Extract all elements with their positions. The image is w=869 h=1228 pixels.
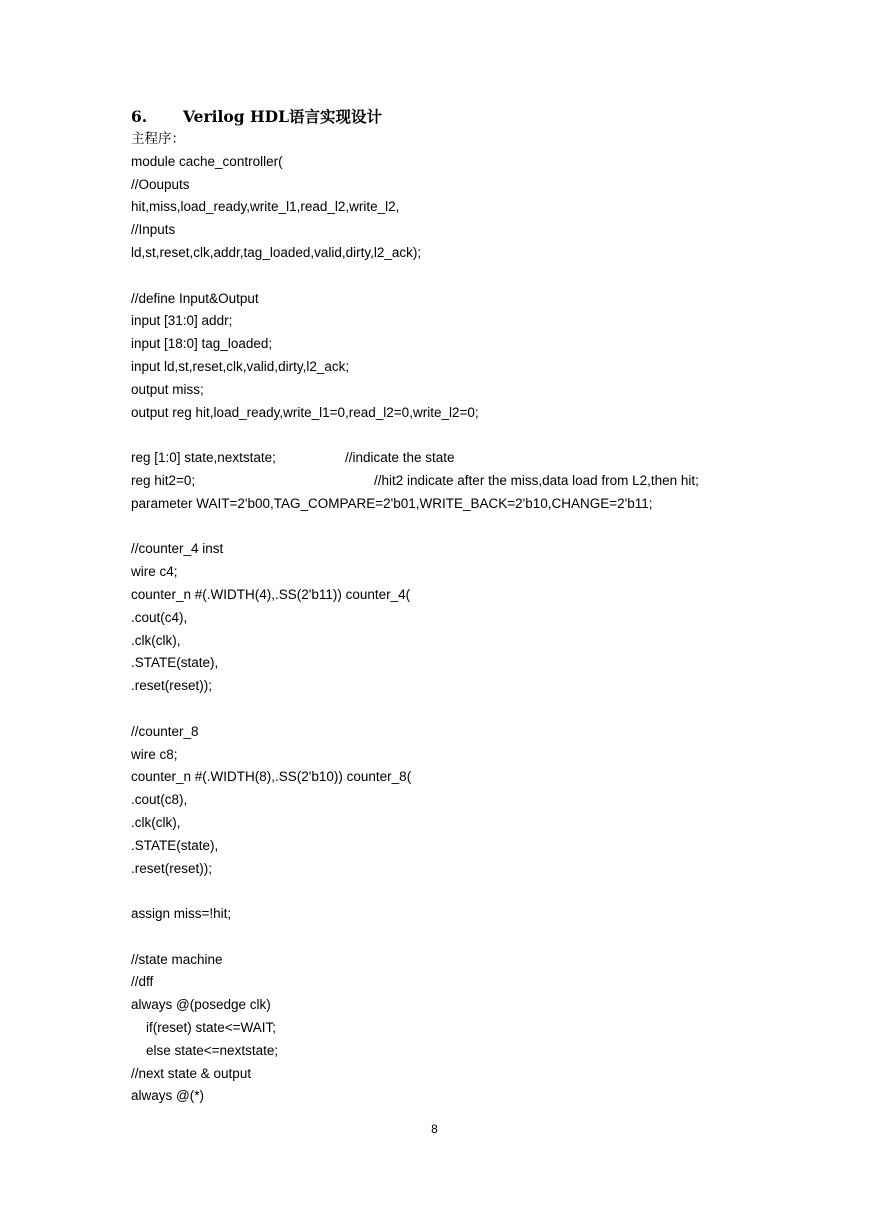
code-line: //state machine xyxy=(131,951,223,967)
code-line-hit2 xyxy=(131,470,831,493)
inline-comment: //hit2 indicate after the miss,data load from L2,then hit; xyxy=(374,472,699,488)
code-line: .reset(reset)); xyxy=(131,860,213,876)
section-heading xyxy=(131,106,382,128)
code-line: wire c4; xyxy=(131,564,178,580)
code-line: .clk(clk), xyxy=(131,814,181,830)
code-line: ld,st,reset,clk,addr,tag_loaded,valid,dirty,l2_ack); xyxy=(131,244,422,260)
code-line: //counter_4 inst xyxy=(131,541,224,557)
code-line-state xyxy=(131,447,831,470)
code-line: module cache_controller( xyxy=(131,153,283,169)
code-text: reg hit2=0; xyxy=(131,472,196,488)
code-line: if(reset) state<=WAIT; xyxy=(131,1020,277,1036)
code-line: input ld,st,reset,clk,valid,dirty,l2_ack; xyxy=(131,358,350,374)
code-text: reg [1:0] state,nextstate; xyxy=(131,450,276,466)
code-line: else state<=nextstate; xyxy=(131,1042,279,1058)
code-line: .clk(clk), xyxy=(131,632,181,648)
code-line xyxy=(131,424,831,447)
code-line: output miss; xyxy=(131,381,204,397)
code-line: //next state & output xyxy=(131,1065,252,1081)
code-line: parameter WAIT=2'b00,TAG_COMPARE=2'b01,WRITE_BACK=2'b10,CHANGE=2'b11; xyxy=(131,495,653,511)
page-number: 8 xyxy=(431,1122,438,1136)
code-line: always @(posedge clk) xyxy=(131,997,271,1013)
code-line: input [18:0] tag_loaded; xyxy=(131,336,273,352)
code-line: //Inputs xyxy=(131,222,176,238)
code-line: //dff xyxy=(131,974,154,990)
code-line: .cout(c4), xyxy=(131,609,188,625)
code-line: .reset(reset)); xyxy=(131,678,213,694)
code-line: 主程序： xyxy=(131,131,185,146)
inline-comment: //indicate the state xyxy=(345,450,455,466)
code-line: //Oouputs xyxy=(131,176,190,192)
code-line xyxy=(131,926,831,949)
code-line: counter_n #(.WIDTH(8),.SS(2'b10)) counter_8( xyxy=(131,769,412,785)
code-line: .STATE(state), xyxy=(131,655,219,671)
code-line: //define Input&Output xyxy=(131,290,259,306)
section-number: 6. xyxy=(131,107,148,126)
code-line: hit,miss,load_ready,write_l1,read_l2,write_l2, xyxy=(131,199,400,215)
code-listing xyxy=(131,128,831,1108)
code-line xyxy=(131,265,831,288)
code-line xyxy=(131,516,831,539)
code-line: .cout(c8), xyxy=(131,792,188,808)
section-title: Verilog HDL语言实现设计 xyxy=(183,107,382,126)
code-line: .STATE(state), xyxy=(131,837,219,853)
code-line: always @(*) xyxy=(131,1088,204,1104)
code-line: assign miss=!hit; xyxy=(131,906,232,922)
code-line xyxy=(131,698,831,721)
code-line: //counter_8 xyxy=(131,723,199,739)
code-line: counter_n #(.WIDTH(4),.SS(2'b11)) counter_4( xyxy=(131,586,411,602)
code-line xyxy=(131,880,831,903)
code-line: input [31:0] addr; xyxy=(131,313,233,329)
code-line: output reg hit,load_ready,write_l1=0,read_l2=0,write_l2=0; xyxy=(131,404,479,420)
code-line: wire c8; xyxy=(131,746,178,762)
